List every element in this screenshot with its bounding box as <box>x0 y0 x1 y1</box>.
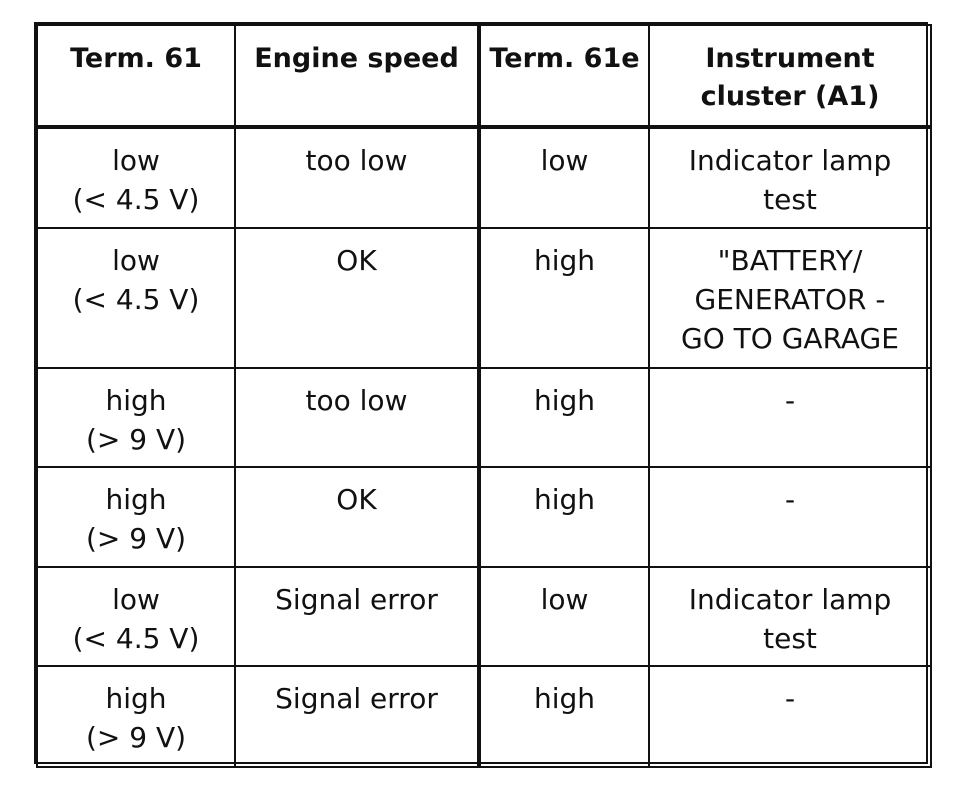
cell-line: high <box>533 384 596 417</box>
cell-line: (< 4.5 V) <box>72 283 200 316</box>
cell-term-61 <box>37 467 235 567</box>
cell-line: Indicator lamp <box>688 144 892 177</box>
cell-line: (> 9 V) <box>85 423 187 456</box>
cell-line: too low <box>305 384 408 417</box>
cell-line: high <box>533 483 596 516</box>
table-row <box>37 228 931 368</box>
table-row <box>37 467 931 567</box>
cell-line: (> 9 V) <box>85 721 187 754</box>
header-term-61e <box>479 25 649 127</box>
cell-line: Signal error <box>275 682 438 715</box>
table-row <box>37 127 931 228</box>
cell-line: GO TO GARAGE <box>681 322 899 355</box>
table-row <box>37 567 931 666</box>
header-instrument-cluster <box>649 25 931 127</box>
cell-instrument-cluster <box>649 467 931 567</box>
cell-line: low <box>112 144 160 177</box>
cell-engine-speed <box>235 228 479 368</box>
header-engine-speed-line: Engine speed <box>254 43 459 74</box>
cell-line: "BATTERY/ <box>717 244 863 277</box>
cell-line: high <box>533 682 596 715</box>
cell-instrument-cluster <box>649 666 931 767</box>
cell-term-61 <box>37 127 235 228</box>
cell-line: low <box>540 144 589 177</box>
cell-term-61 <box>37 368 235 467</box>
header-instrument-cluster-line-1: Instrument <box>705 43 875 74</box>
cell-line: Signal error <box>275 583 438 616</box>
header-instrument-cluster-line-2: cluster (A1) <box>700 81 880 112</box>
cell-line: (> 9 V) <box>85 522 187 555</box>
cell-engine-speed <box>235 666 479 767</box>
cell-line: test <box>763 622 817 655</box>
cell-engine-speed <box>235 368 479 467</box>
cell-engine-speed <box>235 567 479 666</box>
cell-instrument-cluster <box>649 567 931 666</box>
cell-term-61e <box>479 228 649 368</box>
cell-line: OK <box>336 483 377 516</box>
table-row <box>37 666 931 767</box>
cell-line: - <box>784 384 796 417</box>
cell-term-61 <box>37 666 235 767</box>
cell-line: low <box>540 583 589 616</box>
cell-term-61e <box>479 467 649 567</box>
cell-line: OK <box>336 244 377 277</box>
header-term-61e-line: Term. 61e <box>489 43 640 74</box>
cell-line: - <box>784 682 796 715</box>
cell-line: low <box>112 583 160 616</box>
table-row <box>37 368 931 467</box>
cell-term-61 <box>37 228 235 368</box>
cell-line: (< 4.5 V) <box>72 183 200 216</box>
cell-line: high <box>105 384 167 417</box>
cell-line: too low <box>305 144 408 177</box>
cell-line: GENERATOR - <box>694 283 886 316</box>
header-engine-speed <box>235 25 479 127</box>
cell-engine-speed <box>235 467 479 567</box>
cell-line: high <box>533 244 596 277</box>
cell-line: - <box>784 483 796 516</box>
cell-line: high <box>105 682 167 715</box>
cell-line: high <box>105 483 167 516</box>
cell-instrument-cluster <box>649 127 931 228</box>
cell-line: test <box>763 183 817 216</box>
cell-line: Indicator lamp <box>688 583 892 616</box>
cell-instrument-cluster <box>649 368 931 467</box>
cell-term-61 <box>37 567 235 666</box>
cell-term-61e <box>479 567 649 666</box>
status-table-container <box>34 22 928 764</box>
header-term-61 <box>37 25 235 127</box>
cell-term-61e <box>479 666 649 767</box>
term-61-status-table <box>36 24 932 768</box>
cell-engine-speed <box>235 127 479 228</box>
cell-instrument-cluster <box>649 228 931 368</box>
header-term-61-line: Term. 61 <box>70 43 202 74</box>
cell-line: (< 4.5 V) <box>72 622 200 655</box>
cell-line: low <box>112 244 160 277</box>
cell-term-61e <box>479 127 649 228</box>
cell-term-61e <box>479 368 649 467</box>
header-row <box>37 25 931 127</box>
